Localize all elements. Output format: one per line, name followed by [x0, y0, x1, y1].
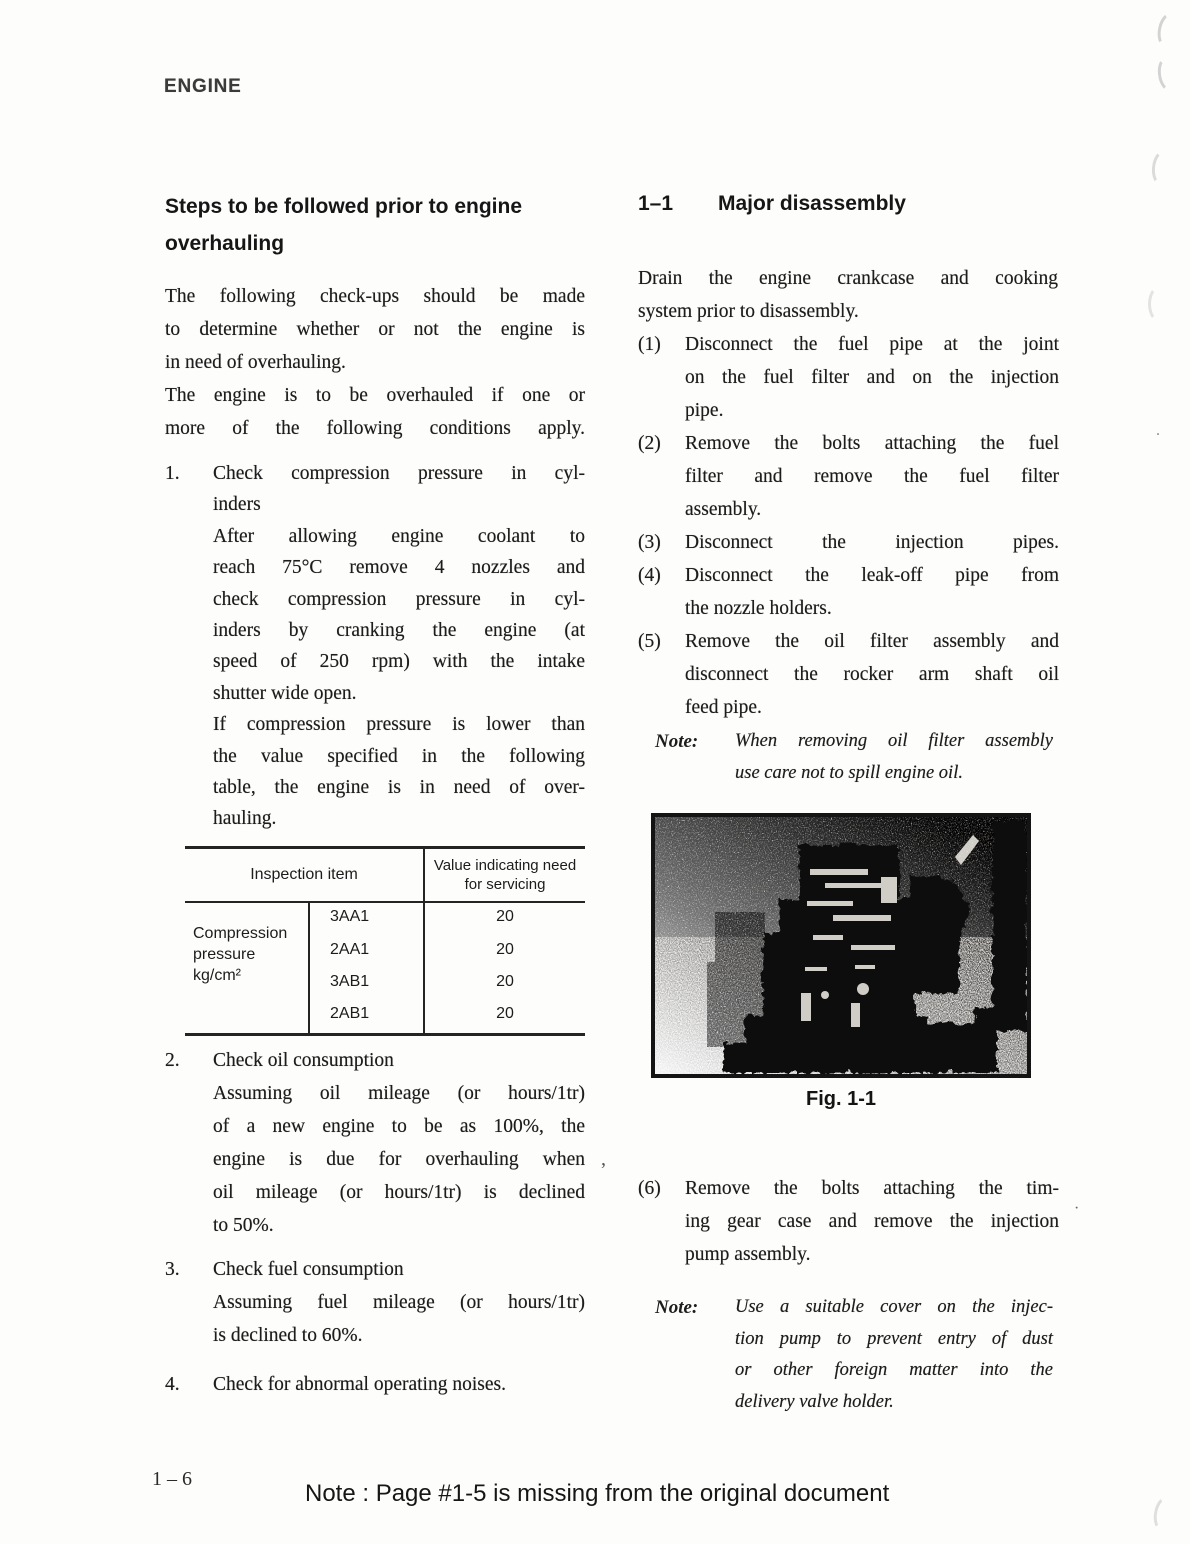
text-line: hauling.: [213, 808, 277, 830]
list-item-1: [165, 458, 585, 835]
scan-artifact: ,: [601, 1148, 606, 1170]
text-line: inders by cranking the engine (at: [213, 620, 585, 642]
table-header-value: [423, 849, 585, 901]
text-line: Check fuel consumption: [213, 1259, 404, 1280]
item-number: 2.: [165, 1050, 180, 1071]
text-line: tion pump to prevent entry of dust: [735, 1328, 1053, 1349]
list-item-4: [165, 1368, 585, 1401]
text-line: Use a suitable cover on the injec-: [735, 1297, 1053, 1317]
section-title: Major disassembly: [718, 192, 906, 215]
item-number: 1.: [165, 463, 180, 484]
scan-artifact: ·: [1074, 1200, 1080, 1217]
text-line: speed of 250 rpm) with the intake: [213, 651, 585, 673]
intro-paragraph-right: [638, 262, 1058, 328]
text-line: feed pipe.: [685, 697, 762, 718]
text-line: Check oil consumption: [213, 1050, 394, 1071]
value-cell: 20: [496, 908, 514, 926]
figure-caption: Fig. 1-1: [805, 1088, 876, 1110]
text-line: the value specified in the following: [213, 745, 585, 767]
text-line: When removing oil filter assembly: [735, 731, 1053, 751]
item-number: (5): [638, 631, 661, 652]
text-line: Check for abnormal operating noises.: [213, 1374, 506, 1395]
text-line: pressure: [193, 946, 256, 963]
text-line: to determine whether or not the engine is: [165, 319, 585, 340]
spec-table: [185, 846, 585, 1036]
text-line: pump assembly.: [685, 1244, 811, 1265]
scan-artifact: [1148, 286, 1170, 322]
item-number: (2): [638, 433, 661, 454]
item-number: 4.: [165, 1374, 180, 1395]
text-line: inders: [213, 494, 261, 516]
note: [735, 1292, 1053, 1418]
text-line: is declined to 60%.: [213, 1325, 363, 1346]
table-header-row: [185, 849, 585, 903]
item-number: (3): [638, 532, 661, 553]
text-line: of a new engine to be as 100%, the: [213, 1116, 585, 1137]
text-line: or other foreign matter into the: [735, 1360, 1053, 1380]
text-line: Disconnect the fuel pipe at the joint: [685, 334, 1059, 355]
table-model-column: [308, 901, 425, 1033]
text-line: Remove the bolts attaching the fuel: [685, 433, 1059, 454]
scan-artifact: [1156, 55, 1183, 94]
model-cell: 3AB1: [330, 972, 370, 990]
text-line: system prior to disassembly.: [638, 301, 859, 322]
text-line: The following check-ups should be made: [165, 286, 585, 307]
scan-artifact: .: [1156, 422, 1160, 439]
text-line: Assuming oil mileage (or hours/1tr): [213, 1083, 585, 1104]
scan-artifact: [1154, 10, 1183, 50]
item-number: 3.: [165, 1259, 180, 1280]
text-line: Assuming fuel mileage (or hours/1tr): [213, 1292, 585, 1313]
procedure-step-4: [638, 559, 1059, 625]
text-line: assembly.: [685, 499, 762, 520]
text-line: Value indicating need: [433, 857, 577, 874]
section-heading-left: [165, 188, 585, 262]
model-cell: 2AA1: [330, 940, 370, 958]
note-label: Note:: [655, 1297, 699, 1318]
engine-photo-graphic: [655, 817, 1027, 1074]
text-line: Remove the bolts attaching the tim-: [685, 1178, 1059, 1199]
heading-line: overhauling: [165, 232, 285, 255]
figure-photo: [651, 813, 1031, 1078]
text-line: delivery valve holder.: [735, 1391, 894, 1412]
table-header-inspection: Inspection item: [250, 866, 358, 883]
text-line: oil mileage (or hours/1tr) is declined: [213, 1182, 585, 1203]
text-line: to 50%.: [213, 1215, 274, 1236]
value-cell: 20: [496, 1005, 514, 1023]
procedure-step-2: [638, 427, 1059, 526]
text-line: shutter wide open.: [213, 682, 357, 704]
text-line: Disconnect the leak-off pipe from: [685, 565, 1059, 586]
table-row-label: [185, 901, 308, 1033]
procedure-step-5: [638, 625, 1059, 724]
procedure-step-3: [638, 526, 1059, 559]
text-line: the nozzle holders.: [685, 598, 832, 619]
text-line: pipe.: [685, 400, 724, 421]
text-line: After allowing engine coolant to: [213, 525, 585, 547]
text-line: Disconnect the injection pipes.: [685, 532, 1059, 553]
text-line: for servicing: [464, 876, 546, 893]
text-line: use care not to spill engine oil.: [735, 762, 963, 783]
text-line: kg/cm²: [193, 967, 241, 984]
text-line: The engine is to be overhauled if one or: [165, 385, 585, 406]
text-line: table, the engine is in need of over-: [213, 777, 585, 799]
text-line: Remove the oil filter assembly and: [685, 631, 1059, 652]
text-line: more of the following conditions apply.: [165, 418, 585, 439]
text-line: disconnect the rocker arm shaft oil: [685, 664, 1059, 685]
text-line: ing gear case and remove the injection: [685, 1211, 1059, 1232]
procedure-step-1: [638, 328, 1059, 427]
text-line: reach 75°C remove 4 nozzles and: [213, 557, 585, 579]
scan-artifact: [1150, 149, 1176, 187]
model-cell: 3AA1: [330, 908, 370, 926]
text-line: on the fuel filter and on the injection: [685, 367, 1059, 388]
text-line: If compression pressure is lower than: [213, 714, 585, 736]
page-header: ENGINE: [164, 76, 242, 97]
table-value-column: [423, 901, 585, 1033]
text-line: Compression: [193, 925, 288, 942]
scan-artifact: [1151, 1494, 1179, 1533]
text-line: in need of overhauling.: [165, 352, 346, 373]
list-item-2: [165, 1044, 585, 1242]
procedure-step-6: [638, 1172, 1059, 1271]
item-number: (1): [638, 334, 661, 355]
section-number: 1–1: [638, 192, 674, 215]
value-cell: 20: [496, 972, 514, 990]
note: [735, 726, 1053, 789]
page-number: 1 – 6: [152, 1468, 192, 1490]
text-line: filter and remove the fuel filter: [685, 466, 1059, 487]
text-line: Check compression pressure in cyl-: [213, 463, 585, 484]
text-line: engine is due for overhauling when: [213, 1149, 585, 1170]
value-cell: 20: [496, 940, 514, 958]
item-number: (4): [638, 565, 661, 586]
text-line: Drain the engine crankcase and cooking: [638, 268, 1058, 289]
intro-paragraph: [165, 280, 585, 445]
model-cell: 2AB1: [330, 1005, 370, 1023]
text-line: check compression pressure in cyl-: [213, 588, 585, 610]
missing-page-note: Note : Page #1-5 is missing from the original document: [305, 1480, 890, 1507]
list-item-3: [165, 1253, 585, 1352]
item-number: (6): [638, 1178, 661, 1199]
heading-line: Steps to be followed prior to engine: [165, 195, 523, 218]
note-label: Note:: [655, 731, 699, 752]
